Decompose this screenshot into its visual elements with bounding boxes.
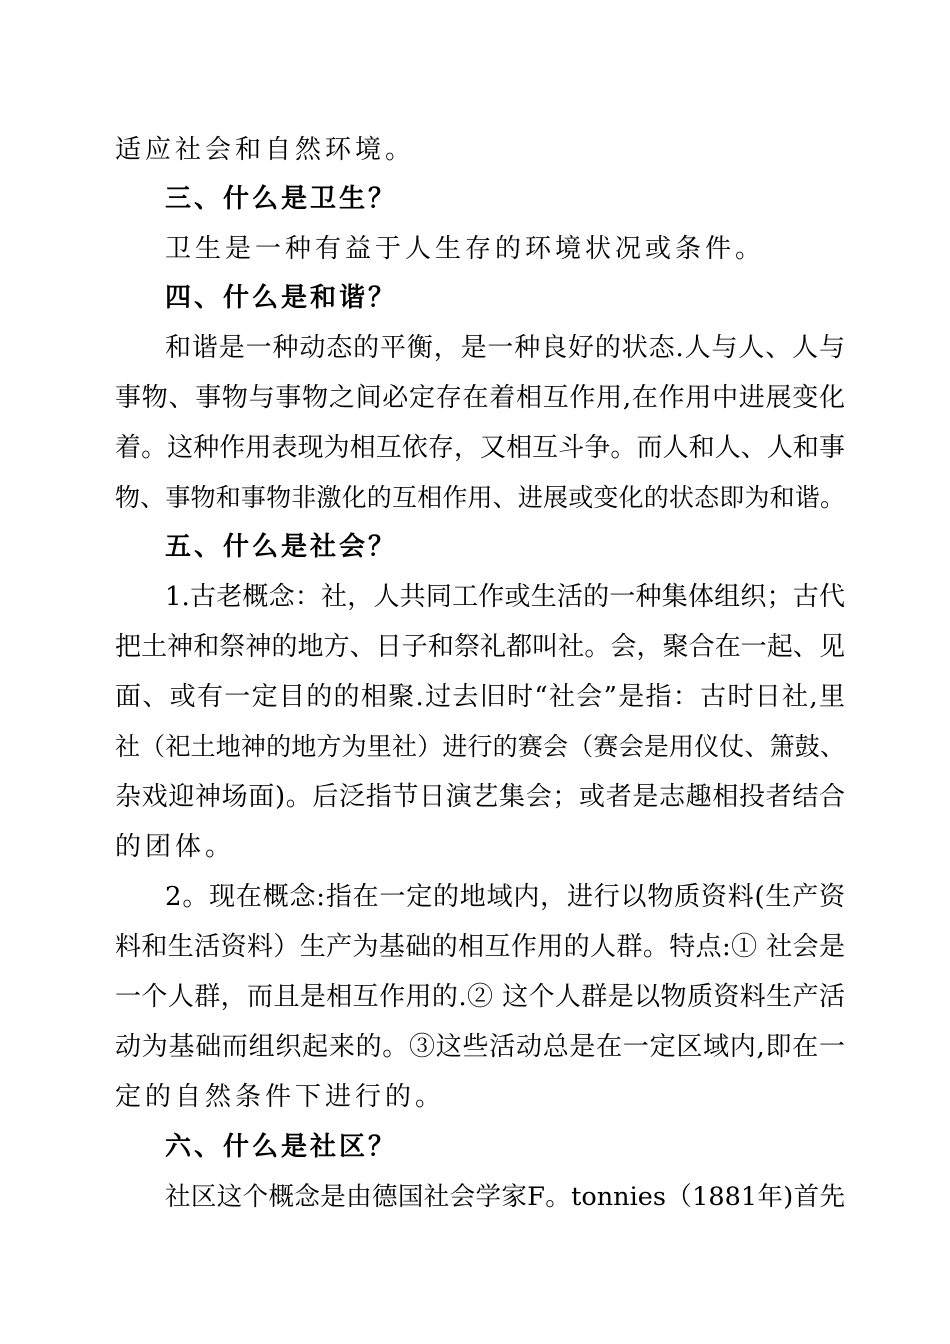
paragraph-line: 2。现在概念:指在一定的地域内，进行以物质资料(生产资 <box>165 882 845 912</box>
paragraph-line: 1.古老概念：社，人共同工作或生活的一种集体组织；古代 <box>165 582 845 612</box>
paragraph-line: 物、事物和事物非激化的互相作用、进展或变化的状态即为和谐。 <box>115 483 845 512</box>
paragraph-line: 动为基础而组织起来的。③这些活动总是在一定区域内,即在一 <box>115 1032 845 1062</box>
paragraph-line: 和谐是一种动态的平衡，是一种良好的状态.人与人、人与 <box>165 333 845 363</box>
section-heading-5: 五、什么是社会？ <box>165 532 398 562</box>
section-heading-4: 四、什么是和谐？ <box>165 283 398 313</box>
paragraph-line: 社（祀土地神的地方为里社）进行的赛会（赛会是用仪仗、箫鼓、 <box>115 732 845 761</box>
paragraph-line: 把土神和祭神的地方、日子和祭礼都叫社。会，聚合在一起、见 <box>115 632 845 662</box>
paragraph-line: 适应社会和自然环境。 <box>115 135 416 165</box>
paragraph-line: 着。这种作用表现为相互依存，又相互斗争。而人和人、人和事 <box>115 433 845 463</box>
paragraph-line: 定的自然条件下进行的。 <box>115 1082 446 1112</box>
paragraph-line: 料和生活资料）生产为基础的相互作用的人群。特点:① 社会是 <box>115 932 845 962</box>
paragraph-line: 的团体。 <box>115 832 236 862</box>
paragraph-line: 卫生是一种有益于人生存的环境状况或条件。 <box>165 234 766 264</box>
paragraph-line: 杂戏迎神场面)。后泛指节日演艺集会；或者是志趣相投者结合 <box>115 782 845 812</box>
paragraph-line: 事物、事物与事物之间必定存在着相互作用,在作用中进展变化 <box>115 383 845 413</box>
paragraph-line: 一个人群，而且是相互作用的.② 这个人群是以物质资料生产活 <box>115 982 845 1012</box>
paragraph-line: 面、或有一定目的的相聚.过去旧时“社会”是指：古时日社,里 <box>115 682 845 712</box>
section-heading-6: 六、什么是社区？ <box>165 1132 398 1162</box>
paragraph-line: 社区这个概念是由德国社会学家F。tonnies（1881年)首先 <box>165 1182 845 1212</box>
section-heading-3: 三、什么是卫生？ <box>165 184 398 214</box>
